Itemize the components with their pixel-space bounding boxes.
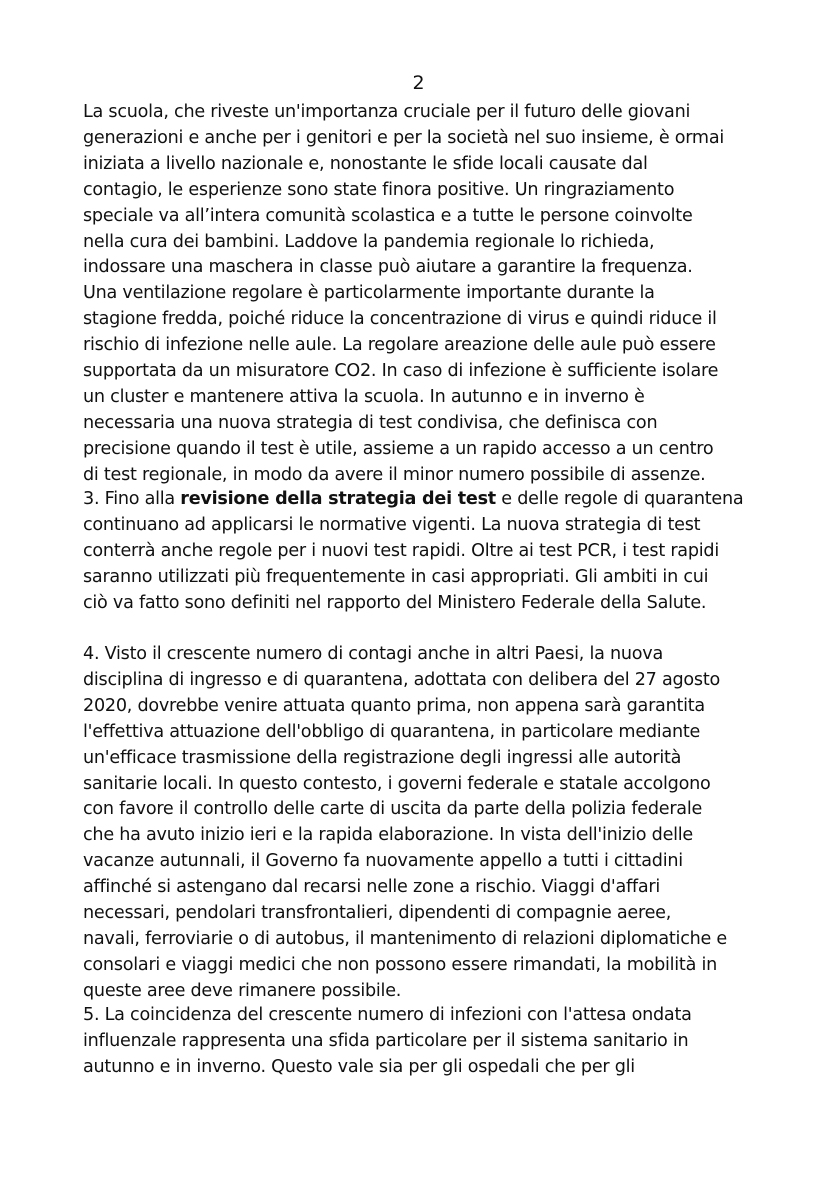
paragraph-5-flu-season	[83, 1003, 773, 1081]
text-line: ciò va fatto sono definiti nel rapporto del Ministero Federale della Salute.	[83, 592, 707, 613]
text-line: che ha avuto inizio ieri e la rapida elaborazione. In vista dell'inizio delle	[83, 825, 694, 846]
text-line: un cluster e mantenere attiva la scuola. In autunno e in inverno è	[83, 386, 645, 407]
text-line: continuano ad applicarsi le normative vigenti. La nuova strategia di test	[83, 514, 701, 535]
text-line: speciale va all’intera comunità scolastica e a tutte le persone coinvolte	[83, 205, 693, 226]
text-line: navali, ferroviarie o di autobus, il mantenimento di relazioni diplomatiche e	[83, 928, 728, 949]
paragraph-school	[83, 100, 773, 489]
text-line: La scuola, che riveste un'importanza cruciale per il futuro delle giovani	[83, 102, 691, 122]
text-line: consolari e viaggi medici che non possono essere rimandati, la mobilità in	[83, 954, 717, 975]
text-line: conterrà anche regole per i nuovi test rapidi. Oltre ai test PCR, i test rapidi	[83, 540, 719, 561]
text-line: 4. Visto il crescente numero di contagi anche in altri Paesi, la nuova	[83, 644, 663, 664]
text-line: generazioni e anche per i genitori e per la società nel suo insieme, è ormai	[83, 127, 724, 148]
text-line: 2020, dovrebbe venire attuata quanto prima, non appena sarà garantita	[83, 695, 705, 716]
text-line: sanitarie locali. In questo contesto, i governi federale e statale accolgono	[83, 773, 711, 794]
text-line: contagio, le esperienze sono state finora positive. Un ringraziamento	[83, 179, 675, 200]
text-line: necessaria una nuova strategia di test condivisa, che definisca con	[83, 412, 658, 433]
text-run: 3. Fino alla	[83, 489, 181, 509]
text-run: e delle regole di quarantena	[495, 489, 744, 509]
text-line: 5. La coincidenza del crescente numero di infezioni con l'attesa ondata	[83, 1005, 692, 1025]
text-line: di test regionale, in modo da avere il minor numero possibile di assenze.	[83, 464, 706, 485]
text-line: saranno utilizzati più frequentemente in casi appropriati. Gli ambiti in cui	[83, 566, 709, 587]
text-line: supportata da un misuratore CO2. In caso di infezione è sufficiente isolare	[83, 361, 719, 382]
text-line: autunno e in inverno. Questo vale sia per gli ospedali che per gli	[83, 1056, 635, 1077]
text-line: stagione fredda, poiché riduce la concentrazione di virus e quindi riduce il	[83, 309, 717, 330]
paragraph-3-test-strategy	[83, 487, 773, 617]
text-line: un'efficace trasmissione della registrazione degli ingressi alle autorità	[83, 747, 682, 768]
text-line: influenzale rappresenta una sfida particolare per il sistema sanitario in	[83, 1030, 689, 1051]
bold-emphasis: revisione della strategia dei test	[180, 489, 496, 509]
text-line: necessari, pendolari transfrontalieri, dipendenti di compagnie aeree,	[83, 903, 672, 924]
text-line: disciplina di ingresso e di quarantena, adottata con delibera del 27 agosto	[83, 669, 720, 690]
text-line: vacanze autunnali, il Governo fa nuovamente appello a tutti i cittadini	[83, 851, 683, 872]
paragraph-4-entry-quarantine	[83, 642, 773, 1005]
text-line: l'effettiva attuazione dell'obbligo di quarantena, in particolare mediante	[83, 721, 701, 742]
text-line: indossare una maschera in classe può aiutare a garantire la frequenza.	[83, 257, 693, 278]
text-line	[83, 487, 773, 513]
text-line: rischio di infezione nelle aule. La regolare areazione delle aule può essere	[83, 335, 716, 356]
text-line: queste aree deve rimanere possibile.	[83, 980, 402, 1001]
text-line: nella cura dei bambini. Laddove la pandemia regionale lo richieda,	[83, 231, 655, 252]
text-line: Una ventilazione regolare è particolarmente importante durante la	[83, 283, 655, 304]
text-line: affinché si astengano dal recarsi nelle zone a rischio. Viaggi d'affari	[83, 877, 661, 898]
text-line: con favore il controllo delle carte di uscita da parte della polizia federale	[83, 799, 703, 820]
text-line: iniziata a livello nazionale e, nonostante le sfide locali causate dal	[83, 153, 648, 174]
page-number: 2	[412, 72, 425, 94]
text-line: precisione quando il test è utile, assieme a un rapido accesso a un centro	[83, 438, 714, 459]
